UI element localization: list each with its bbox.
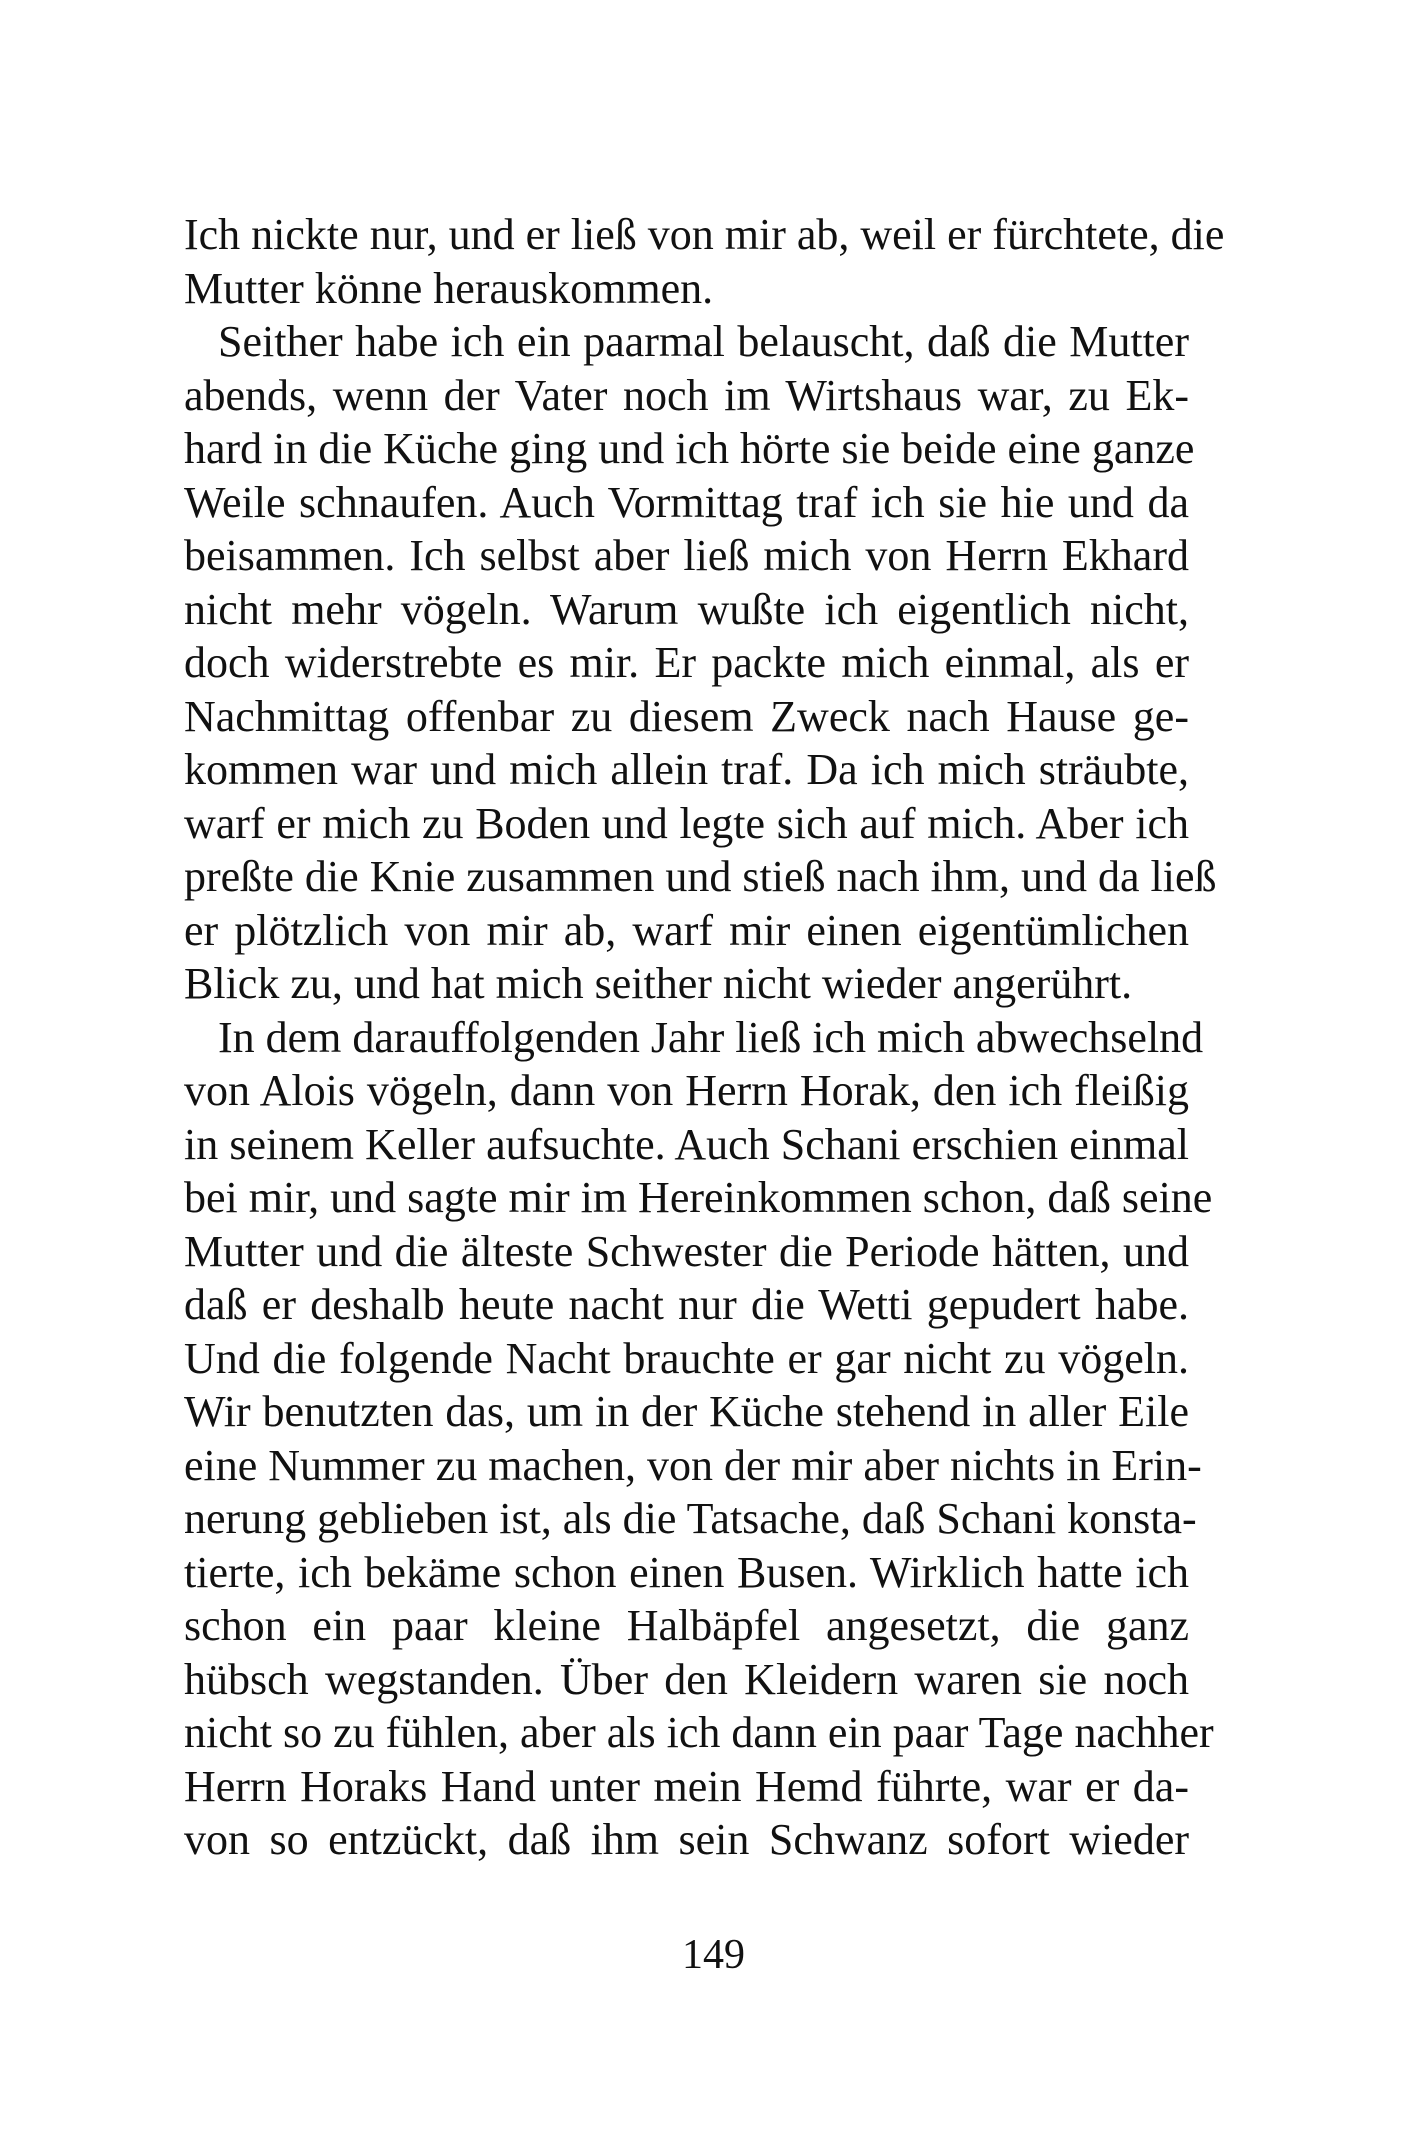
text-line: eine Nummer zu machen, von der mir aber nichts in Erin- bbox=[184, 1440, 1202, 1490]
text-line: nicht so zu fühlen, aber als ich dann ein paar Tage nachher bbox=[184, 1708, 1214, 1757]
text-line: daß er deshalb heute nacht nur die Wetti gepudert habe. bbox=[184, 1280, 1189, 1329]
text-line: hübsch wegstanden. Über den Kleidern waren sie noch bbox=[184, 1654, 1189, 1704]
text-line: Nachmittag offenbar zu diesem Zweck nach Hause ge- bbox=[184, 691, 1189, 741]
text-line: Seither habe ich ein paarmal belauscht, daß die Mutter bbox=[218, 317, 1189, 366]
text-line: doch widerstrebte es mir. Er packte mich einmal, als er bbox=[184, 638, 1189, 687]
text-line: er plötzlich von mir ab, warf mir einen eigentümlichen bbox=[184, 905, 1189, 955]
text-line: Mutter und die älteste Schwester die Periode hätten, und bbox=[184, 1226, 1189, 1276]
text-line: abends, wenn der Vater noch im Wirtshaus war, zu Ek- bbox=[184, 370, 1189, 420]
text-line: warf er mich zu Boden und legte sich auf mich. Aber ich bbox=[184, 798, 1189, 848]
text-line: hard in die Küche ging und ich hörte sie beide eine ganze bbox=[184, 424, 1195, 473]
text-line: beisammen. Ich selbst aber ließ mich von Herrn Ekhard bbox=[184, 531, 1189, 580]
text-line: von Alois vögeln, dann von Herrn Horak, den ich fleißig bbox=[184, 1066, 1189, 1115]
text-line: kommen war und mich allein traf. Da ich mich sträubte, bbox=[184, 745, 1189, 794]
text-line: Wir benutzten das, um in der Küche stehend in aller Eile bbox=[184, 1387, 1189, 1436]
text-line: Weile schnaufen. Auch Vormittag traf ich sie hie und da bbox=[184, 477, 1189, 527]
text-line: in seinem Keller aufsuchte. Auch Schani erschien einmal bbox=[184, 1119, 1189, 1169]
text-line: von so entzückt, daß ihm sein Schwanz sofort wieder bbox=[184, 1815, 1189, 1864]
page-number: 149 bbox=[682, 1932, 745, 1978]
text-line: In dem darauffolgenden Jahr ließ ich mich abwechselnd bbox=[218, 1012, 1204, 1062]
text-line: Und die folgende Nacht brauchte er gar nicht zu vögeln. bbox=[184, 1333, 1189, 1383]
text-line: Ich nickte nur, und er ließ von mir ab, weil er fürchtete, die bbox=[184, 210, 1225, 259]
text-line: schon ein paar kleine Halbäpfel angesetzt, die ganz bbox=[184, 1601, 1189, 1650]
text-line: nicht mehr vögeln. Warum wußte ich eigentlich nicht, bbox=[184, 584, 1189, 634]
text-line: Blick zu, und hat mich seither nicht wieder angerührt. bbox=[184, 959, 1133, 1008]
text-line: nerung geblieben ist, als die Tatsache, daß Schani konsta- bbox=[184, 1494, 1197, 1543]
text-line: Mutter könne herauskommen. bbox=[184, 263, 714, 313]
body-text bbox=[184, 208, 1225, 1867]
text-line: bei mir, und sagte mir im Hereinkommen schon, daß seine bbox=[184, 1173, 1213, 1222]
text-line: preßte die Knie zusammen und stieß nach ihm, und da ließ bbox=[184, 852, 1217, 901]
text-line: tierte, ich bekäme schon einen Busen. Wirklich hatte ich bbox=[184, 1547, 1189, 1597]
text-line: Herrn Horaks Hand unter mein Hemd führte, war er da- bbox=[184, 1761, 1189, 1811]
